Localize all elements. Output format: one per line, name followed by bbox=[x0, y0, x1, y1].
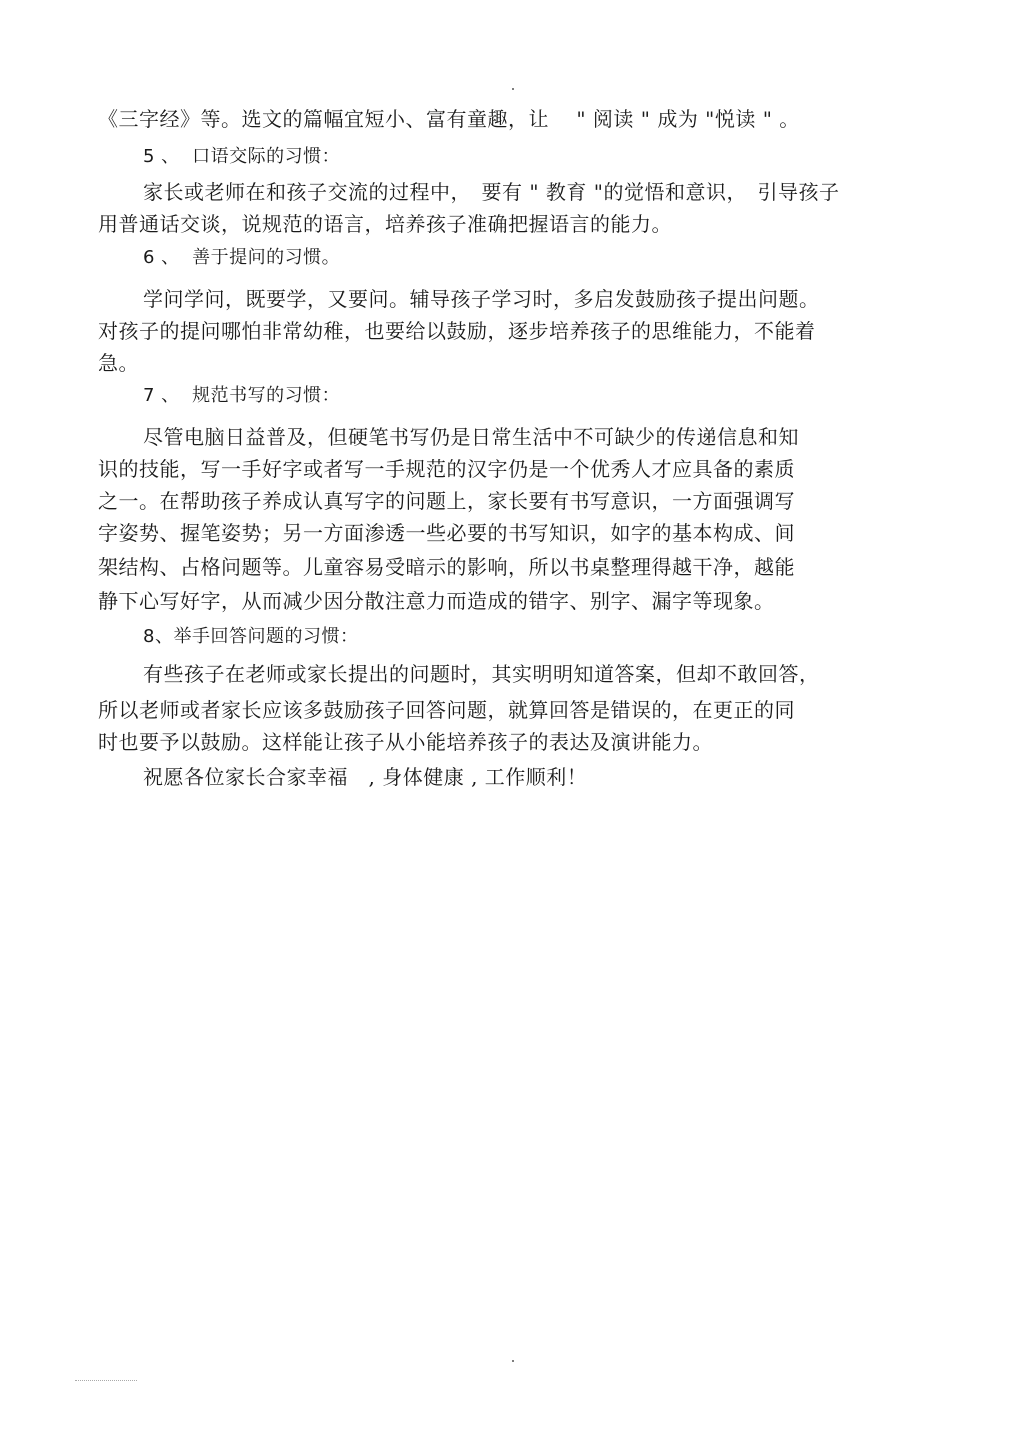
section-heading: 8、举手回答问题的习惯： bbox=[143, 626, 359, 647]
text-line: 静下心写好字，从而减少因分散注意力而造成的错字、别字、漏字等现象。 bbox=[98, 589, 775, 613]
page-marker-dot bbox=[512, 1360, 514, 1362]
section-heading: 7 、 规范书写的习惯： bbox=[143, 385, 341, 406]
page-marker-dot bbox=[512, 88, 514, 90]
text-line: 急。 bbox=[98, 351, 139, 375]
footer-rule bbox=[75, 1380, 137, 1381]
text-line: 对孩子的提问哪怕非常幼稚，也要给以鼓励，逐步培养孩子的思维能力，不能着 bbox=[98, 319, 816, 343]
text-line: 所以老师或者家长应该多鼓励孩子回答问题，就算回答是错误的，在更正的同 bbox=[98, 698, 795, 722]
text-line: 尽管电脑日益普及，但硬笔书写仍是日常生活中不可缺少的传递信息和知 bbox=[143, 425, 799, 449]
text-line: 之一。在帮助孩子养成认真写字的问题上，家长要有书写意识，一方面强调写 bbox=[98, 489, 795, 513]
section-heading: 5 、 口语交际的习惯： bbox=[143, 146, 341, 167]
text-line: 有些孩子在老师或家长提出的问题时，其实明明知道答案，但却不敢回答， bbox=[143, 662, 820, 686]
section-heading: 6 、 善于提问的习惯。 bbox=[143, 247, 341, 268]
text-line: 时也要予以鼓励。这样能让孩子从小能培养孩子的表达及演讲能力。 bbox=[98, 730, 713, 754]
text-line: 架结构、占格问题等。儿童容易受暗示的影响，所以书桌整理得越干净，越能 bbox=[98, 555, 795, 579]
text-line: 识的技能，写一手好字或者写一手规范的汉字仍是一个优秀人才应具备的素质 bbox=[98, 457, 795, 481]
text-line: 用普通话交谈，说规范的语言，培养孩子准确把握语言的能力。 bbox=[98, 212, 672, 236]
text-line: 学问学问，既要学，又要问。辅导孩子学习时，多启发鼓励孩子提出问题。 bbox=[143, 287, 820, 311]
text-line: 家长或老师在和孩子交流的过程中， 要有 " 教育 "的觉悟和意识， 引导孩子 bbox=[143, 180, 840, 204]
closing-line: 祝愿各位家长合家幸福 , 身体健康 , 工作顺利！ bbox=[143, 765, 588, 789]
text-line: 字姿势、握笔姿势；另一方面渗透一些必要的书写知识，如字的基本构成、间 bbox=[98, 521, 795, 545]
text-line: 《三字经》等。选文的篇幅宜短小、富有童趣，让 " 阅读 " 成为 "悦读 " 。 bbox=[98, 107, 800, 131]
